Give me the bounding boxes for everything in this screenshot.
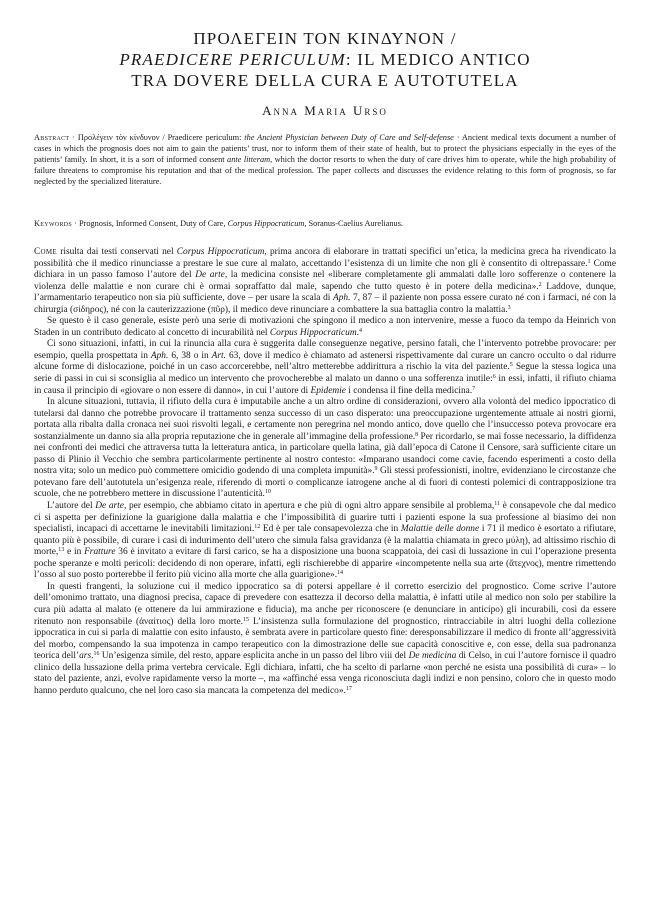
body-text: Ed è per tale consapevolezza che in bbox=[260, 524, 401, 535]
footnote-marker[interactable]: 11 bbox=[494, 501, 500, 508]
keywords-tail: , Soranus-Caelius Aurelianus. bbox=[304, 219, 404, 228]
abstract-separator: · bbox=[69, 133, 78, 142]
italic-text: Malattie delle donne bbox=[400, 524, 480, 535]
footnote-marker[interactable]: 8 bbox=[415, 431, 419, 438]
italic-text: Aph. bbox=[332, 293, 351, 304]
keywords-separator: · bbox=[72, 219, 79, 228]
keywords-text: Prognosis, Informed Consent, Duty of Care, bbox=[78, 219, 228, 228]
body-text: In questi frangenti, la soluzione cui il medico ippocratico sa di potersi appellare è il corretto esercizio del prognostico. Come scrive l’autore dell’omonimo trattato, una diagnosi precisa, capace di prevedere con esattezza il decorso della malattia, è infatti utile al medico non solo per stabilire la cura più adatta al malato (e ottenere da lui ammirazione e fiducia), ma anche per riconoscere (e denunciare in anticipo) gli incurabili, così da essere ritenuto non responsabile (ἀναίτιος) della loro morte. bbox=[34, 581, 616, 627]
footnote-marker[interactable]: 9 bbox=[374, 466, 378, 473]
title-latin: PRAEDICERE PERICULUM bbox=[119, 50, 346, 69]
title-line-3: TRA DOVERE DELLA CURA E AUTOTUTELA bbox=[131, 71, 519, 90]
body-text: Ci sono situazioni, infatti, in cui la rinuncia alla cura è suggerita dalle conseguenze negative, persino fatali, che l’intervento potrebbe provocare: per esempio, quella prospettata in bbox=[34, 339, 616, 361]
body-paragraph bbox=[34, 247, 616, 316]
italic-text: ars bbox=[79, 651, 92, 662]
italic-text: Art. bbox=[211, 350, 226, 361]
body-text: i 71 il medico è esortato a rifiutare, quanto più è possibile, di curare i casi di indurimento dell’utero che simula falsa gravidanza (è la malattia chiamata in greco μύλη), ad altissimo rischio di morte, bbox=[34, 524, 616, 558]
italic-text: Corpus Hippocraticum bbox=[269, 327, 357, 338]
footnote-marker[interactable]: 12 bbox=[254, 524, 261, 531]
title-line-2-rest: : IL MEDICO ANTICO bbox=[345, 50, 531, 69]
abstract-greek-title: Προλέγειν τὸν κίνδυνον bbox=[77, 133, 160, 142]
body-text: Gli stessi professionisti, inoltre, evidenziano le circostanze che potevano fare dell’autotutela un’esigenza reale, riferendo di morti o complicanze iatrogene anche al di fuori di contesti polemici di contrapposizione tra scuole, che ne potrebbero mettere in discussione l’autenticità. bbox=[34, 466, 616, 500]
footnote-marker[interactable]: 5 bbox=[509, 362, 513, 369]
body-text: In alcune situazioni, tuttavia, il rifiuto della cura è imputabile anche a un altro ordine di considerazioni, ovvero alla volontà del medico ippocratico di tutelarsi dal danno che potrebbe provocare il trattamento senza successo di un caso disperato: una preoccupazione urgentemente attuale ai nostri giorni, portata alla ribalta dalla cronaca nei suoi risvolti legali, e certamente non peregrina nel mondo antico, dove quello che l’insuccesso poteva provocare era sostanzialmente un danno sia alla propria reputazione che in generale all’immagine della professione. bbox=[34, 397, 616, 442]
body-text: 63, dove il medico è chiamato ad astenersi rispettivamente dal curare un cancro occulto o dal ridurre alcune forme di dislocazione, poiché in un caso accorcerebbe, nell’altro metterebbe addirittura a rischio la vita del paziente. bbox=[34, 350, 616, 373]
italic-text: Corpus Hippocraticum bbox=[176, 247, 265, 257]
abstract-title-rest: / Praedicere periculum: bbox=[159, 133, 245, 142]
body-text: , la medicina consiste nel «liberare completamente gli ammalati dalle loro sofferenze o contenere la violenza delle malattie e non curare chi è ormai sopraffatto dal male, sapendo che tutto questo è in potere della medicina». bbox=[34, 270, 616, 292]
body-text: i condensa il fine della medicina. bbox=[345, 385, 473, 396]
italic-text: De arte bbox=[95, 501, 124, 512]
body-text: . bbox=[356, 327, 359, 338]
footnote-marker[interactable]: 7 bbox=[472, 385, 476, 392]
body-text: Un’esigenza simile, del resto, appare esplicita anche in un passo del libro viii del bbox=[99, 651, 409, 662]
footnote-marker[interactable]: 14 bbox=[337, 570, 344, 577]
italic-text: Epidemie bbox=[310, 385, 346, 396]
body-text: e in bbox=[64, 547, 85, 558]
footnote-marker[interactable]: 15 bbox=[243, 616, 249, 623]
article-title bbox=[60, 28, 590, 91]
abstract-title-italic: the Ancient Physician between Duty of Care and Self-defense bbox=[244, 133, 454, 142]
body-text: Laddove, dunque, l’armamentario terapeutico non sia più sufficiente, dove – per usare la scala di bbox=[34, 281, 616, 304]
body-text: . bbox=[91, 651, 94, 662]
body-text: risulta dai testi conservati nel bbox=[57, 247, 177, 257]
italic-text: De arte bbox=[195, 270, 225, 281]
abstract bbox=[34, 133, 616, 188]
paragraph-lead-smallcaps: Come bbox=[34, 247, 58, 257]
body-text: in essi, infatti, il rifiuto chiama in causa il principio di «giovare o non essere di danno», in cui l’autore di bbox=[34, 374, 616, 396]
body-text: Se questo è il caso generale, esiste però una serie di motivazioni che spingono il medico a non intervenire, messe a fuoco da tempo da Heinrich von Staden in un contributo dedicato al concetto di incurabilità nel bbox=[34, 316, 616, 338]
abstract-label: Abstract bbox=[34, 133, 70, 142]
body-text: 36 è invitato a evitare di farsi carico, se ha a disposizione una buona scappatoia, dei casi di lussazione in cui l’operazione presenta poche speranze e molti pericoli: decidendo di non operare, infatti, egli rischierebbe di apparire «incompetente nella sua arte (ἄτεχνος), mentre rimettendo l’osso al suo posto porterebbe il ferito più vicino alla morte che alla guarigione». bbox=[34, 547, 616, 581]
abstract-text-a: · Ancient medical texts document a number of cases in which the prognosis does not aim to gain the patients’ trust, nor to inform them of their state of health, but to protect the physicians especially in the eyes of the patients’ family. In short, it is a sort of informed consent bbox=[34, 133, 617, 164]
body-text: Segue la stessa logica una serie di passi in cui si sconsiglia al medico un intervento che provocherebbe al malato un danno o una sofferenza inutile: bbox=[34, 362, 616, 385]
italic-text: Fratture bbox=[84, 547, 116, 558]
footnote-marker[interactable]: 1 bbox=[587, 258, 591, 265]
body-text: 6, 38 o in bbox=[168, 350, 212, 361]
article-body bbox=[34, 247, 616, 697]
italic-text: De medicina bbox=[408, 651, 457, 662]
body-text: 7, 87 – il paziente non possa essere curato né con i farmaci, né con la chirurgia (σίδηρος), né con la cauterizzazione (πῦρ), il medico deve rinunciare a combattere la sua battaglia contro la malattia. bbox=[34, 293, 616, 315]
title-line-1: ΠΡΟΛΕΓΕΙΝ ΤΟΝ ΚΙΝΔΥΝΟΝ / bbox=[193, 29, 457, 48]
footnote-marker[interactable]: 16 bbox=[93, 651, 100, 658]
footnote-marker[interactable]: 2 bbox=[538, 281, 542, 288]
footnote-marker[interactable]: 3 bbox=[507, 304, 511, 311]
footnote-marker[interactable]: 10 bbox=[264, 489, 271, 496]
body-text: L’insistenza sulla formulazione del prognostico, rintracciabile in altri luoghi della collezione ippocratica in cui si parla di malattie con esito infausto, è sembrata avere in particolare questo fine: deresponsabilizzare il medico di fronte all’aggressività del morbo, compensando la sua impotenza in campo terapeutico con la dimostrazione delle sue capacità conoscitive e, con esse, della sua padronanza teorica dell’ bbox=[34, 616, 616, 662]
body-text: di Celso, in cui l’autore fornisce il quadro clinico della lussazione della prima vertebra cervicale. Egli dichiara, infatti, che ha scelto di parlarne «non perché ne esista una possibilità di cura» – lo stato del paziente, anzi, evolve rapidamente verso la morte –, ma «affinché essa venga riconosciuta dagli indizi e non pensino, coloro che in questo modo hanno perduto qualcuno, che nel loro caso sia mancata la competenza del medico». bbox=[34, 651, 617, 696]
author-name: Anna Maria Urso bbox=[262, 103, 388, 118]
footnote-marker[interactable]: 17 bbox=[345, 685, 352, 692]
body-paragraph bbox=[34, 582, 616, 697]
body-text: , per esempio, che abbiamo citato in apertura e che più di ogni altro appare sensibile al problema, bbox=[123, 501, 495, 512]
body-paragraph bbox=[34, 501, 616, 582]
footnote-marker[interactable]: 13 bbox=[58, 547, 65, 554]
keywords-italic: Corpus Hippocraticum bbox=[227, 219, 305, 228]
body-text: Come dichiara in un passo famoso l’autore del bbox=[34, 258, 616, 281]
italic-text: Aph. bbox=[150, 350, 169, 361]
body-text: , prima ancora di elaborare in trattati specifici un’etica, la medicina greca ha rivendicato la possibilità che il medico rinunciasse a prestare le sue cure al malato, accettando l’esistenza di un limite che non gli è consentito di oltrepassare. bbox=[34, 247, 616, 269]
body-text: è consapevole che dal medico ci si aspetta per definizione la guarigione dalla malattia e che l’impossibilità di guarire tutti i pazienti espone la sua professione al biasimo dei non specialisti, incapaci di accettarne le inevitabili limitazioni. bbox=[34, 501, 616, 535]
keywords bbox=[34, 219, 616, 230]
title-line-2 bbox=[60, 49, 590, 70]
footnote-marker[interactable]: 6 bbox=[492, 374, 496, 381]
body-text: L’autore del bbox=[47, 501, 96, 512]
body-text: Per ricordarlo, se mai fosse necessario, la diffidenza nei confronti dei medici che attraversa tutta la letteratura antica, in particolare quella latina, già dall’epoca di Catone il Censore, sarà sufficiente citare un passo di Plinio il Vecchio che sembra particolarmente pertinente al nostro contesto: «Imparano usandoci come cavie, facendo esperimenti a costo della nostra vita; solo un medico può commettere omicidio godendo di una completa impunità». bbox=[34, 431, 617, 477]
body-paragraph bbox=[34, 339, 616, 397]
body-paragraph bbox=[34, 316, 616, 339]
abstract-text-italic: ante litteram bbox=[227, 154, 271, 164]
body-paragraph bbox=[34, 397, 616, 501]
keywords-label: Keywords bbox=[34, 219, 73, 228]
abstract-text-b: , which the doctor resorts to when the duty of care drives him to operate, while the high probability of failure threatens to compromise his reputation and that of the medical profession. The paper collects and discusses the evidence relating to this form of prognosis, so far neglected by the specialized literature. bbox=[34, 154, 616, 186]
footnote-marker[interactable]: 4 bbox=[358, 327, 362, 334]
